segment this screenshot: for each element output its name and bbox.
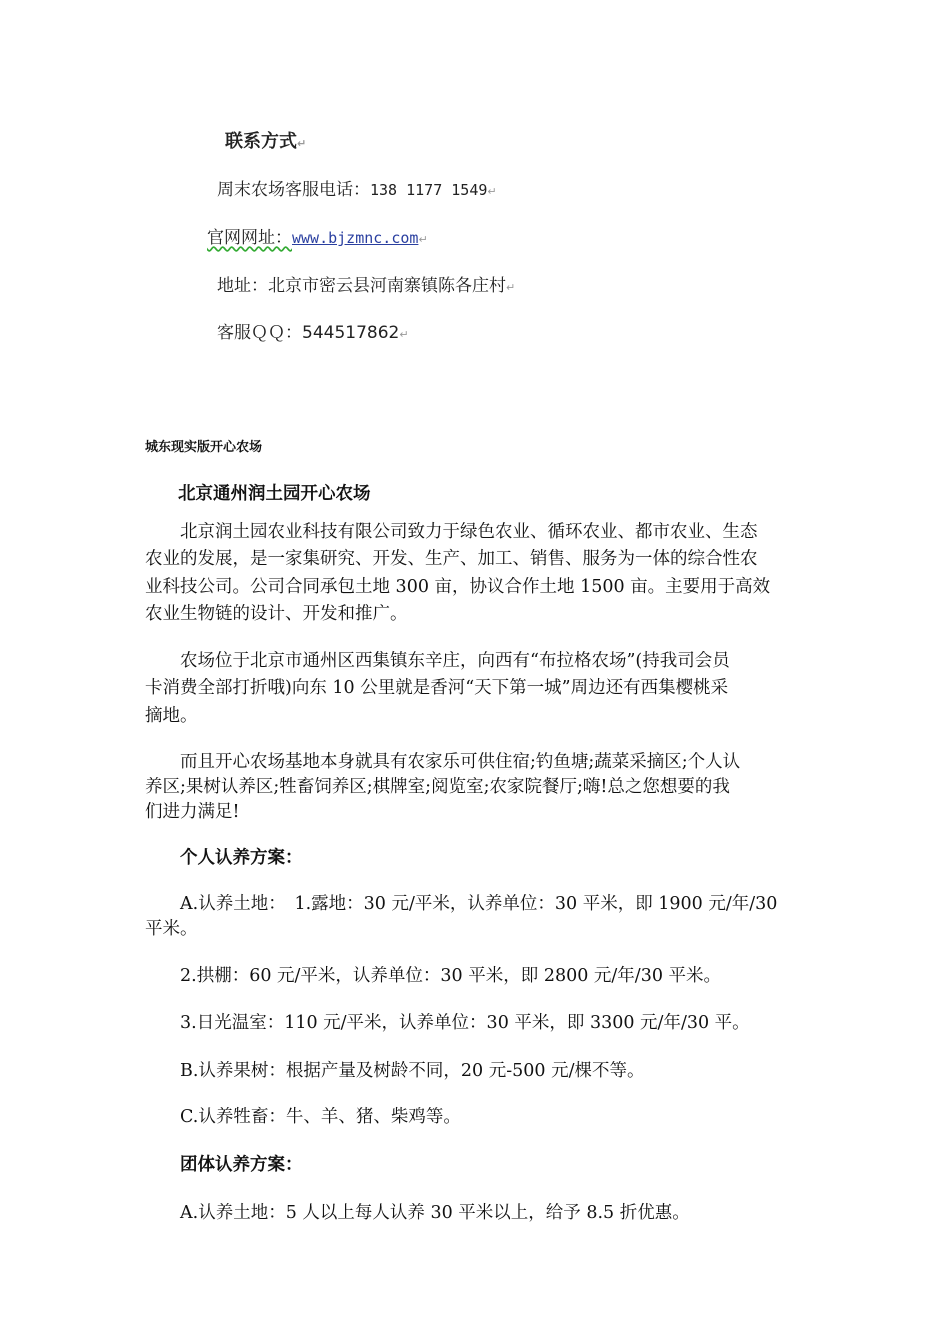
return-mark: ↵ — [506, 281, 516, 294]
plan-item: 平米。 — [145, 919, 198, 939]
paragraph-line: 们进力满足! — [145, 802, 240, 822]
plan-item: A.认养土地： 1.露地：30 元/平米，认养单位：30 平米，即 1900 元/年/30 — [180, 894, 778, 914]
phone-number: 138 1177 1549 — [370, 181, 488, 199]
paragraph-line: 而且开心农场基地本身就具有农家乐可供住宿;钓鱼塘;蔬菜采摘区;个人认 — [145, 752, 741, 772]
return-mark: ↵ — [487, 185, 497, 198]
contact-info-image — [195, 115, 575, 355]
contact-title-text: 联系方式 — [225, 131, 297, 152]
return-mark: ↵ — [399, 328, 409, 341]
qq-line — [217, 318, 409, 343]
paragraph-line: 业科技公司。公司合同承包土地 300 亩，协议合作土地 1500 亩。主要用于高效 — [145, 577, 771, 597]
address-line — [217, 271, 515, 296]
address-value: 北京市密云县河南寨镇陈各庄村 — [268, 276, 506, 296]
plan-item: 2.拱棚：60 元/平米，认养单位：30 平米，即 2800 元/年/30 平米。 — [180, 966, 722, 986]
plan-item: 3.日光温室：110 元/平米，认养单位：30 平米，即 3300 元/年/30 平。 — [180, 1013, 750, 1033]
return-mark: ↵ — [297, 137, 307, 150]
phone-label: 周末农场客服电话： — [217, 180, 370, 200]
section-title: 城东现实版开心农场 — [145, 440, 263, 455]
paragraph-line: 农业生物链的设计、开发和推广。 — [145, 604, 408, 624]
site-line — [207, 223, 428, 248]
qq-value: 544517862 — [302, 323, 400, 343]
paragraph-line: 卡消费全部打折哦)向东 10 公里就是香河“天下第一城”周边还有西集樱桃采 — [145, 678, 729, 698]
plan-item: B.认养果树：根据产量及树龄不同，20 元-500 元/棵不等。 — [180, 1061, 645, 1081]
site-label: 官网网址： — [207, 228, 292, 248]
contact-title — [225, 127, 306, 153]
site-link[interactable]: www.bjzmnc.com — [292, 229, 419, 247]
return-mark: ↵ — [418, 233, 428, 246]
farm-title: 北京通州润土园开心农场 — [178, 484, 371, 504]
plan-item: C.认养牲畜：牛、羊、猪、柴鸡等。 — [180, 1107, 461, 1127]
paragraph-line: 养区;果树认养区;牲畜饲养区;棋牌室;阅览室;农家院餐厅;嗨!总之您想要的我 — [145, 777, 730, 797]
paragraph-line: 农场位于北京市通州区西集镇东辛庄，向西有“布拉格农场”(持我司会员 — [145, 651, 730, 671]
qq-label: 客服ＱＱ： — [217, 323, 302, 343]
paragraph-line: 摘地。 — [145, 706, 198, 726]
group-plan-title: 团体认养方案： — [180, 1155, 303, 1175]
phone-line — [217, 175, 497, 200]
plan-item: A.认养土地：5 人以上每人认养 30 平米以上，给予 8.5 折优惠。 — [180, 1203, 690, 1223]
address-label: 地址： — [217, 276, 268, 296]
paragraph-line: 北京润土园农业科技有限公司致力于绿色农业、循环农业、都市农业、生态 — [145, 522, 758, 542]
paragraph-line: 农业的发展，是一家集研究、开发、生产、加工、销售、服务为一体的综合性农 — [145, 549, 758, 569]
personal-plan-title: 个人认养方案： — [180, 848, 303, 868]
